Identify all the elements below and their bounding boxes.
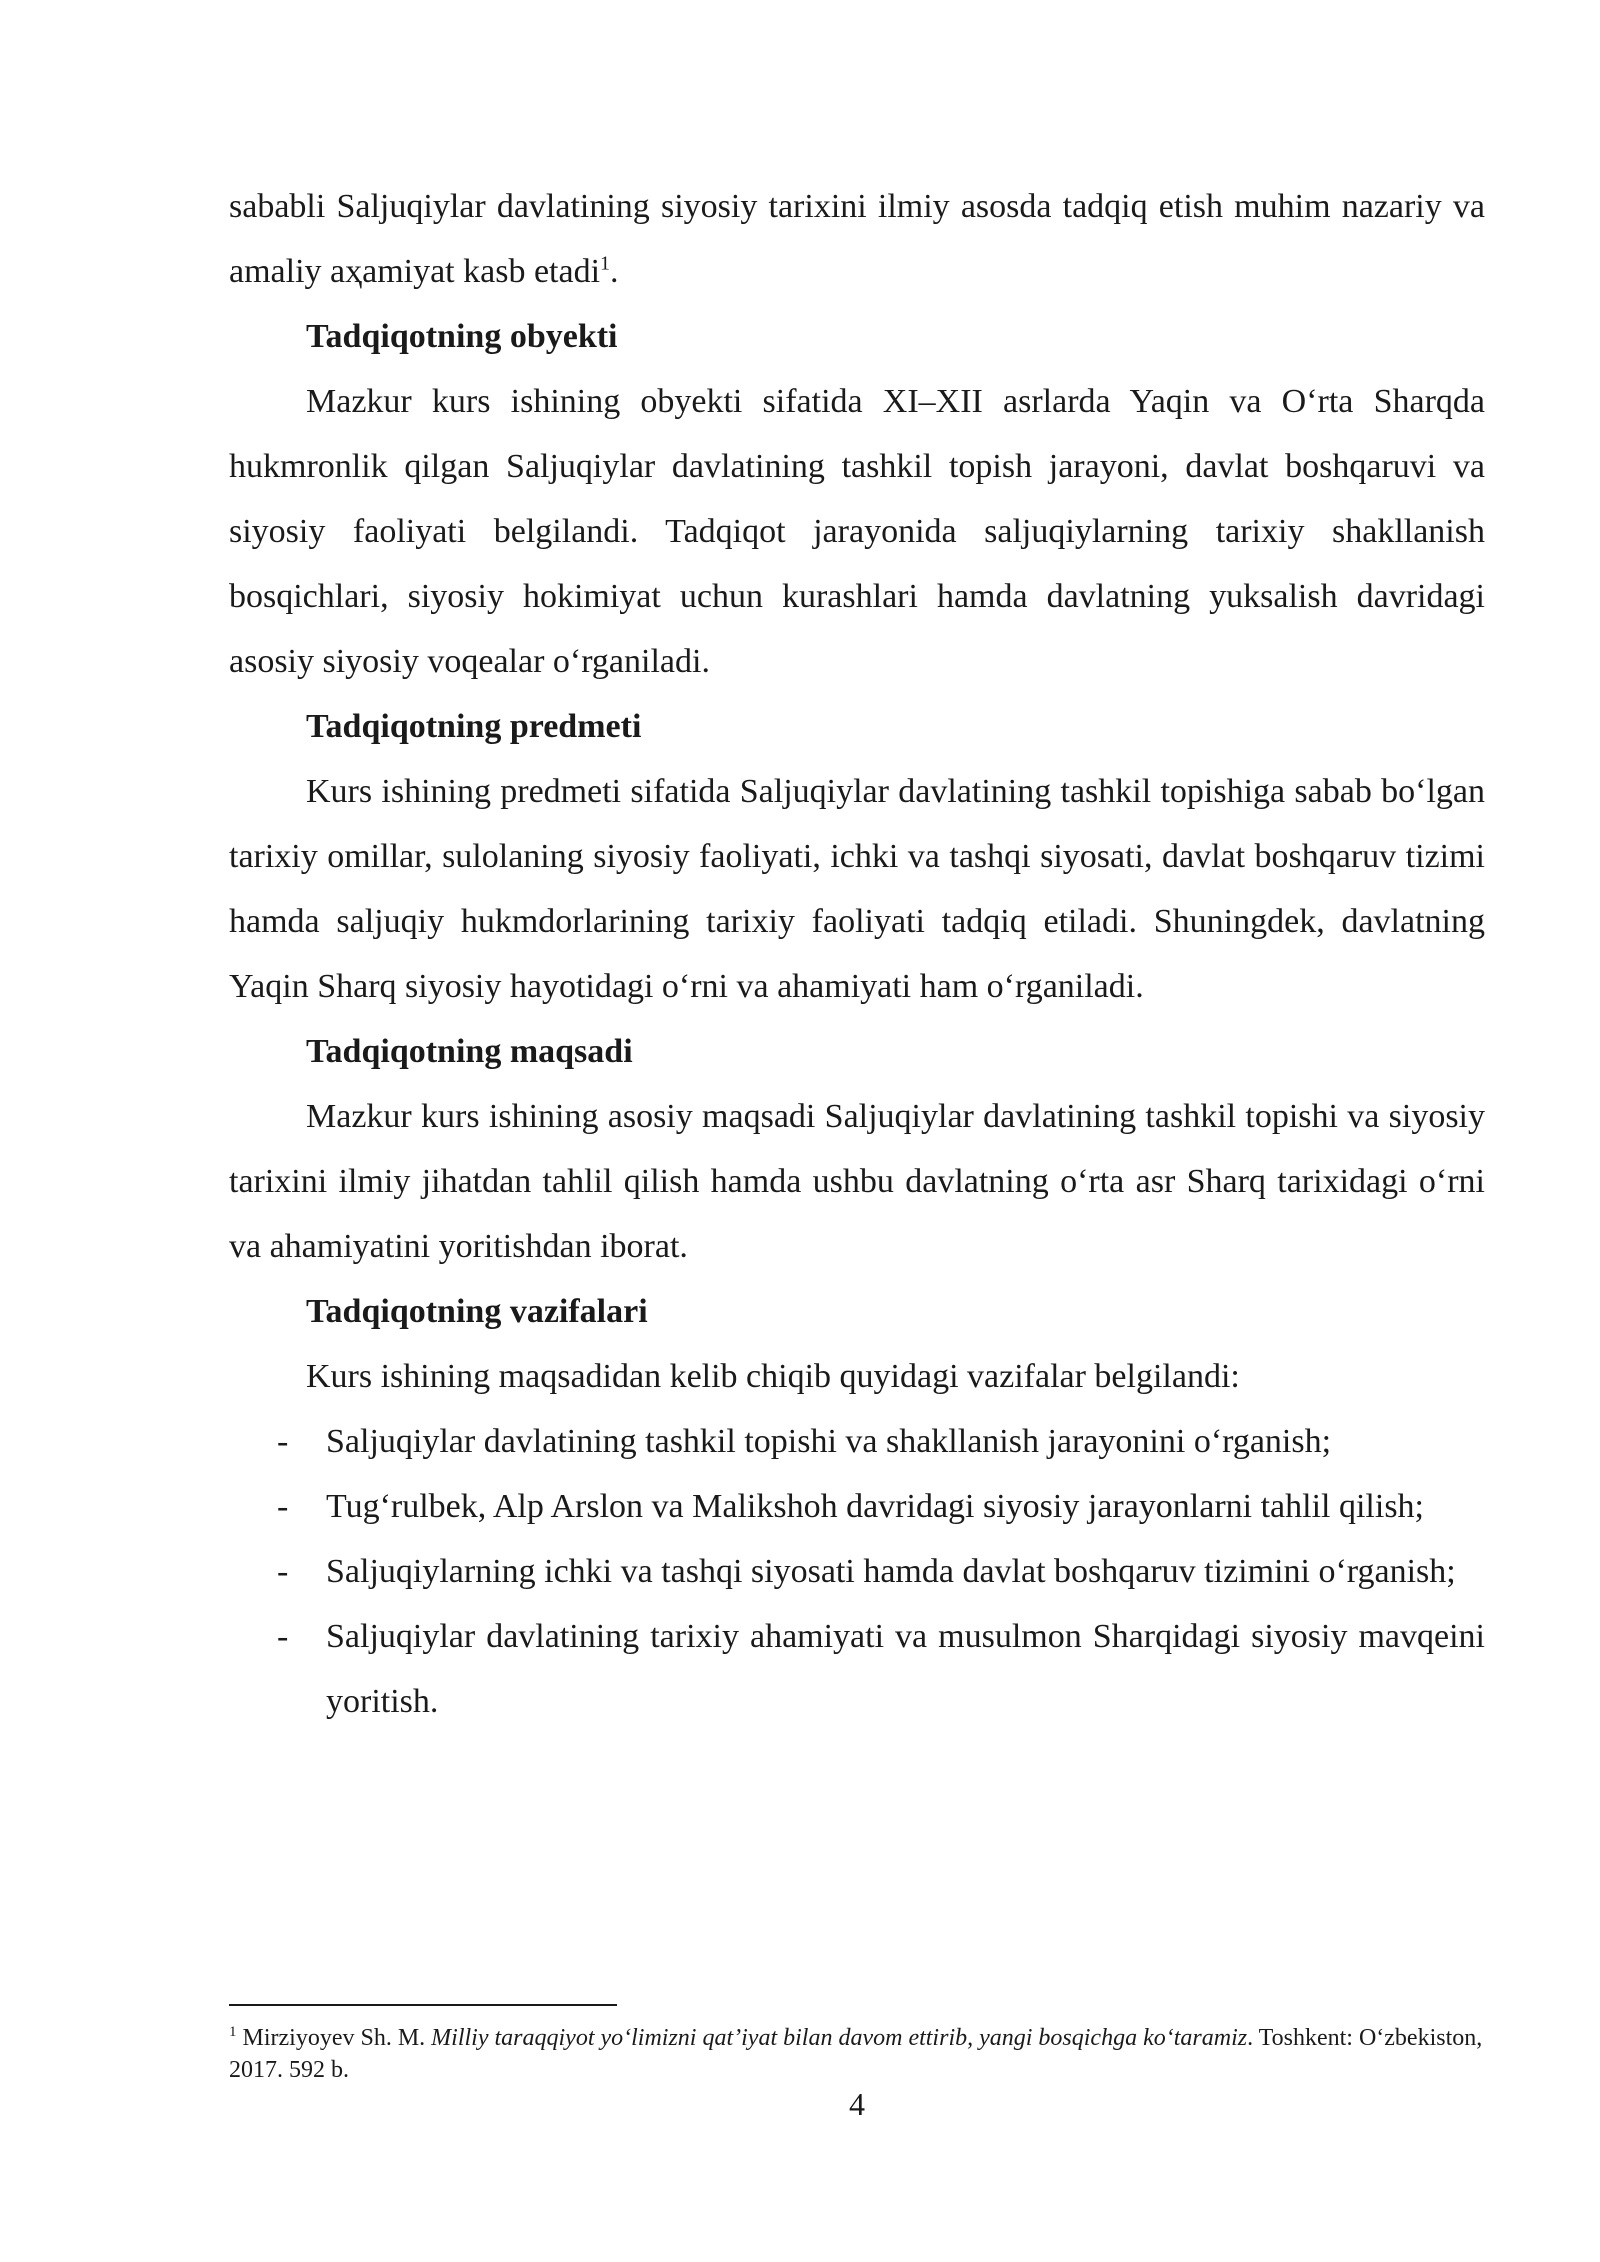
list-item xyxy=(229,1474,1485,1539)
page-number: 4 xyxy=(849,2086,865,2122)
list-item xyxy=(229,1539,1485,1604)
list-dash: - xyxy=(277,1488,289,1525)
section-paragraph-obyekti: Mazkur kurs ishining obyekti sifatida XI–XII asrlarda Yaqin va O‘rta Sharqda hukmronlik qilgan Saljuqiylar davlatining tashkil topish jarayoni, davlat boshqaruvi va siyosiy faoliyati belgilandi. Tadqiqot jarayonida saljuqiylarning tarixiy shakllanish bosqichlari, siyosiy hokimiyat uchun kurashlari hamda davlatning yuksalish davridagi asosiy siyosiy voqealar o‘rganiladi. xyxy=(229,383,1485,680)
document-page xyxy=(229,174,1485,1734)
footnote-author: Mirziyoyev Sh. M. xyxy=(242,2025,426,2051)
section-heading-vazifalari: Tadqiqotning vazifalari xyxy=(306,1293,648,1330)
list-dash: - xyxy=(277,1618,289,1655)
section-paragraph-predmeti: Kurs ishining predmeti sifatida Saljuqiylar davlatining tashkil topishiga sabab bo‘lgan tarixiy omillar, sulolaning siyosiy faoliyati, ichki va tashqi siyosati, davlat boshqaruv tizimi hamda saljuqiy hukmdorlarining tarixiy faoliyati tadqiq etiladi. Shuningdek, davlatning Yaqin Sharq siyosiy hayotidagi o‘rni va ahamiyati ham o‘rganiladi. xyxy=(229,773,1485,1005)
footnote-publication: . Toshkent: O‘zbekiston, 2017. 592 b. xyxy=(229,2025,1483,2083)
section-heading-maqsadi: Tadqiqotning maqsadi xyxy=(306,1033,633,1070)
section-paragraph-vazifalari: Kurs ishining maqsadidan kelib chiqib quyidagi vazifalar belgilandi: xyxy=(306,1358,1240,1395)
section-heading-predmeti: Tadqiqotning predmeti xyxy=(306,708,642,745)
intro-text: sababli Saljuqiylar davlatining siyosiy tarixini ilmiy asosda tadqiq etish muhim nazariy va amaliy aҳamiyat kasb etadi xyxy=(229,188,1485,290)
list-item-text: Tug‘rulbek, Alp Arslon va Malikshoh davridagi siyosiy jarayonlarni tahlil qilish; xyxy=(326,1488,1424,1525)
intro-paragraph xyxy=(229,174,1485,304)
footnote-area xyxy=(229,2004,1485,2086)
footnote-separator xyxy=(229,2004,617,2006)
list-dash: - xyxy=(277,1423,289,1460)
intro-end: . xyxy=(610,253,619,290)
footnote-title: Milliy taraqqiyot yo‘limizni qat’iyat bilan davom ettirib, yangi bosqichga ko‘taramiz xyxy=(431,2025,1248,2051)
tasks-list xyxy=(229,1409,1485,1734)
list-item-text: Saljuqiylar davlatining tarixiy ahamiyati va musulmon Sharqidagi siyosiy mavqeini yoritish. xyxy=(326,1618,1485,1720)
footnote xyxy=(229,2022,1485,2086)
list-item xyxy=(229,1604,1485,1734)
section-heading-obyekti: Tadqiqotning obyekti xyxy=(306,318,618,355)
list-dash: - xyxy=(277,1553,289,1590)
footnote-reference[interactable]: 1 xyxy=(600,252,611,275)
list-item xyxy=(229,1409,1485,1474)
list-item-text: Saljuqiylar davlatining tashkil topishi va shakllanish jarayonini o‘rganish; xyxy=(326,1423,1332,1460)
list-item-text: Saljuqiylarning ichki va tashqi siyosati hamda davlat boshqaruv tizimini o‘rganish; xyxy=(326,1553,1456,1590)
section-paragraph-maqsadi: Mazkur kurs ishining asosiy maqsadi Saljuqiylar davlatining tashkil topishi va siyosiy tarixini ilmiy jihatdan tahlil qilish hamda ushbu davlatning o‘rta asr Sharq tarixidagi o‘rni va ahamiyatini yoritishdan iborat. xyxy=(229,1098,1485,1265)
footnote-number: 1 xyxy=(229,2024,237,2040)
